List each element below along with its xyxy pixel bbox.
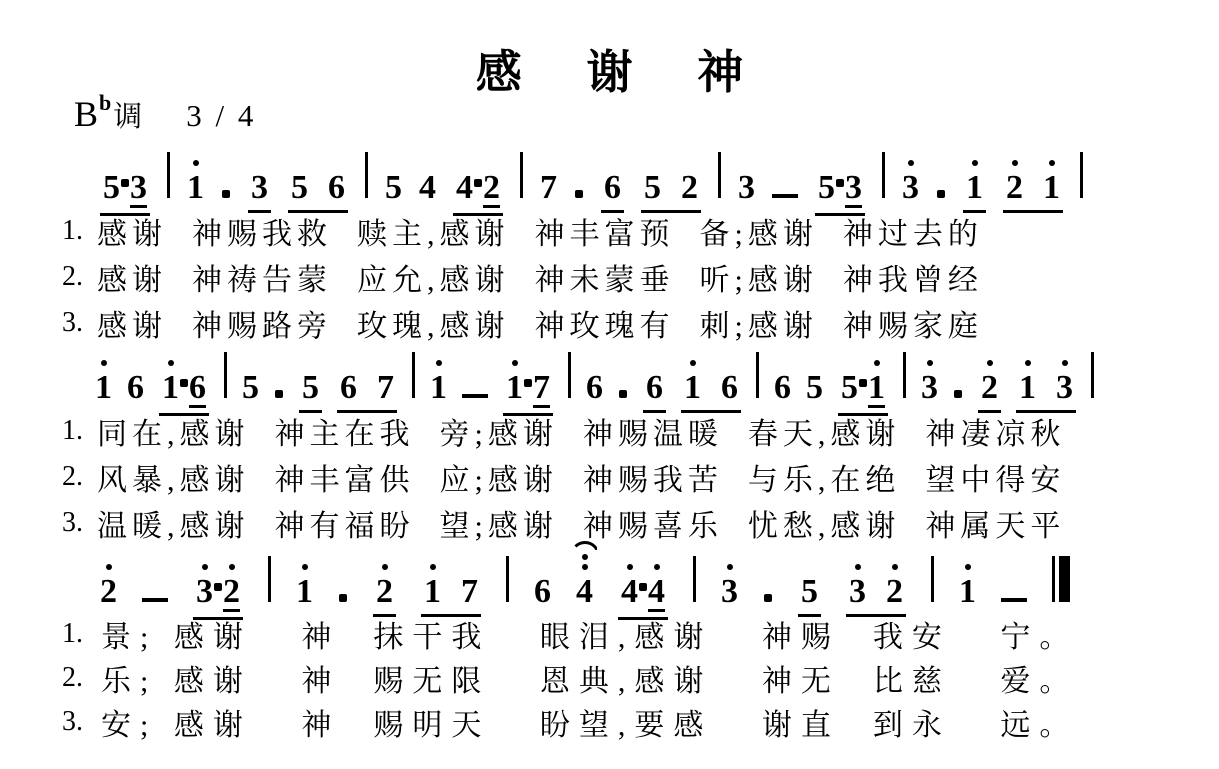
note: 2 bbox=[100, 575, 117, 609]
note: 1 bbox=[506, 371, 523, 405]
note: 3 bbox=[721, 575, 738, 609]
note: 2 bbox=[483, 169, 500, 206]
octave-dot bbox=[582, 564, 588, 570]
lyrics-block bbox=[0, 208, 1219, 346]
notation-line bbox=[0, 152, 1219, 208]
note: 5 bbox=[818, 169, 835, 206]
octave-dot bbox=[1025, 360, 1031, 366]
lyric-text: 安; 感谢 神 赐明天 盼望,要感 谢直 到永 远。 bbox=[101, 709, 1079, 742]
barline bbox=[1091, 352, 1094, 398]
note: 6 bbox=[328, 169, 345, 206]
notation-line bbox=[0, 352, 1219, 408]
barline bbox=[520, 152, 523, 198]
key-signature bbox=[74, 90, 256, 135]
beam-group bbox=[337, 371, 397, 413]
verse-number: 2. bbox=[62, 461, 83, 492]
octave-dot bbox=[987, 360, 993, 366]
verse-number: 1. bbox=[62, 215, 83, 246]
lyric-line bbox=[62, 612, 1219, 656]
octave-dot bbox=[965, 564, 971, 570]
octave-dot bbox=[627, 564, 633, 570]
octave-dot bbox=[908, 160, 914, 166]
note: 7 bbox=[377, 369, 394, 406]
note: 1 bbox=[424, 575, 441, 609]
lyric-line bbox=[62, 454, 1219, 500]
system-1 bbox=[0, 152, 1219, 346]
octave-dot bbox=[972, 160, 978, 166]
barline bbox=[412, 352, 415, 398]
note: 7 bbox=[461, 573, 478, 610]
beam-group bbox=[978, 371, 1001, 413]
flat-sign: b bbox=[99, 90, 112, 115]
note: 4 bbox=[648, 575, 665, 612]
lyric-line bbox=[62, 208, 1219, 254]
held-note-dash bbox=[1001, 598, 1027, 602]
lyric-text: 感谢 神赐我救 赎主,感谢 神丰富预 备;感谢 神过去的 bbox=[97, 218, 983, 251]
note: 1 bbox=[187, 171, 204, 205]
note: 7 bbox=[533, 369, 550, 406]
beam-group bbox=[299, 371, 322, 413]
note: 5 bbox=[302, 369, 319, 406]
note: 3 bbox=[849, 575, 866, 609]
song-title: 感 谢 神 bbox=[475, 46, 770, 98]
barline bbox=[903, 352, 906, 398]
note: 1 bbox=[296, 575, 313, 609]
note: 2 bbox=[681, 169, 698, 206]
system-2 bbox=[0, 352, 1219, 546]
duration-dot bbox=[764, 594, 772, 602]
duration-dot bbox=[121, 179, 129, 187]
duration-dot bbox=[275, 390, 283, 398]
beam-group bbox=[641, 171, 701, 213]
note: 6 bbox=[604, 169, 621, 206]
octave-dot bbox=[1062, 360, 1068, 366]
barline bbox=[167, 152, 170, 198]
note: 2 bbox=[886, 575, 903, 609]
beam-group bbox=[248, 171, 271, 213]
note: 5 bbox=[103, 169, 120, 206]
note: 5 bbox=[801, 573, 818, 610]
duration-dot bbox=[222, 190, 230, 198]
octave-dot bbox=[101, 360, 107, 366]
lyric-line bbox=[62, 408, 1219, 454]
note: 6 bbox=[534, 573, 551, 610]
fermata-dot bbox=[582, 554, 588, 560]
note: 1 bbox=[966, 171, 983, 205]
note: 2 bbox=[1006, 171, 1023, 205]
note: 6 bbox=[646, 369, 663, 406]
held-note-dash bbox=[142, 598, 168, 602]
lyric-text: 乐; 感谢 神 赐无限 恩典,感谢 神无 比慈 爱。 bbox=[101, 665, 1079, 698]
beam-group bbox=[601, 171, 624, 213]
held-note-dash bbox=[772, 194, 798, 198]
beam-group bbox=[846, 575, 906, 617]
beam-group bbox=[798, 575, 821, 617]
note: 4 bbox=[456, 169, 473, 206]
note: 1 bbox=[1043, 171, 1060, 205]
note: 4 bbox=[419, 169, 436, 206]
final-bar-thin bbox=[1052, 556, 1055, 602]
verse-number: 3. bbox=[62, 507, 83, 538]
lyrics-block bbox=[0, 408, 1219, 546]
duration-dot bbox=[474, 179, 482, 187]
octave-dot bbox=[512, 360, 518, 366]
note: 6 bbox=[774, 369, 791, 406]
barline bbox=[931, 556, 934, 602]
note: 7 bbox=[540, 169, 557, 206]
lyric-text: 同在,感谢 神主在我 旁;感谢 神赐温暖 春天,感谢 神凄凉秋 bbox=[97, 418, 1066, 451]
note: 3 bbox=[196, 575, 213, 609]
note: 5 bbox=[841, 369, 858, 406]
duration-dot bbox=[575, 190, 583, 198]
lyric-text: 感谢 神赐路旁 玫瑰,感谢 神玫瑰有 刺;感谢 神赐家庭 bbox=[97, 310, 983, 343]
lyric-line bbox=[62, 300, 1219, 346]
octave-dot bbox=[855, 564, 861, 570]
note: 2 bbox=[223, 575, 240, 612]
final-barline bbox=[1052, 556, 1070, 602]
octave-dot bbox=[302, 564, 308, 570]
barline bbox=[224, 352, 227, 398]
barline bbox=[365, 152, 368, 198]
key-letter: B bbox=[74, 94, 99, 134]
octave-dot bbox=[193, 160, 199, 166]
note: 5 bbox=[806, 369, 823, 406]
beam-group bbox=[288, 171, 348, 213]
note: 1 bbox=[430, 371, 447, 405]
octave-dot bbox=[106, 564, 112, 570]
note: 1 bbox=[868, 371, 885, 408]
note: 4 bbox=[576, 575, 593, 609]
duration-dot bbox=[954, 390, 962, 398]
octave-dot bbox=[1012, 160, 1018, 166]
duration-dot bbox=[937, 190, 945, 198]
verse-number: 1. bbox=[62, 415, 83, 446]
time-signature: 3 / 4 bbox=[186, 98, 257, 133]
note: 3 bbox=[902, 171, 919, 205]
note: 1 bbox=[959, 575, 976, 609]
duration-dot bbox=[639, 583, 647, 591]
duration-dot bbox=[619, 390, 627, 398]
duration-dot bbox=[214, 583, 222, 591]
verse-number: 2. bbox=[62, 662, 83, 693]
note: 6 bbox=[340, 369, 357, 406]
octave-dot bbox=[202, 564, 208, 570]
barline bbox=[506, 556, 509, 602]
notation-line bbox=[0, 556, 1219, 612]
barline bbox=[693, 556, 696, 602]
note: 1 bbox=[162, 371, 179, 405]
lyrics-block bbox=[0, 612, 1219, 744]
octave-dot bbox=[874, 360, 880, 366]
lyric-text: 感谢 神祷告蒙 应允,感谢 神未蒙垂 听;感谢 神我曾经 bbox=[97, 264, 983, 297]
note: 3 bbox=[251, 169, 268, 206]
verse-number: 3. bbox=[62, 307, 83, 338]
beam-group bbox=[1016, 371, 1076, 413]
note: 2 bbox=[981, 371, 998, 405]
lyric-line bbox=[62, 254, 1219, 300]
beam-group bbox=[373, 575, 396, 617]
held-note-dash bbox=[462, 394, 488, 398]
octave-dot bbox=[892, 564, 898, 570]
lyric-text: 景; 感谢 神 抹干我 眼泪,感谢 神赐 我安 宁。 bbox=[101, 621, 1079, 654]
note: 4 bbox=[621, 575, 638, 609]
note: 5 bbox=[291, 169, 308, 206]
beam-group bbox=[681, 371, 741, 413]
barline bbox=[1080, 152, 1083, 198]
note: 3 bbox=[1056, 371, 1073, 405]
barline bbox=[882, 152, 885, 198]
lyric-line bbox=[62, 700, 1219, 744]
verse-number: 3. bbox=[62, 706, 83, 737]
note: 6 bbox=[721, 369, 738, 406]
beam-group bbox=[643, 371, 666, 413]
octave-dot bbox=[690, 360, 696, 366]
octave-dot bbox=[727, 564, 733, 570]
verse-number: 1. bbox=[62, 618, 83, 649]
note: 1 bbox=[95, 371, 112, 405]
note: 6 bbox=[127, 369, 144, 406]
barline bbox=[268, 556, 271, 602]
octave-dot bbox=[168, 360, 174, 366]
octave-dot bbox=[430, 564, 436, 570]
beam-group bbox=[421, 575, 481, 617]
beam-group bbox=[1003, 171, 1063, 213]
octave-dot bbox=[1049, 160, 1055, 166]
lyric-line bbox=[62, 500, 1219, 546]
duration-dot bbox=[339, 594, 347, 602]
barline bbox=[756, 352, 759, 398]
note: 5 bbox=[385, 169, 402, 206]
duration-dot bbox=[836, 179, 844, 187]
lyric-text: 温暖,感谢 神有福盼 望;感谢 神赐喜乐 忧愁,感谢 神属天平 bbox=[97, 510, 1066, 543]
octave-dot bbox=[927, 360, 933, 366]
octave-dot bbox=[382, 564, 388, 570]
note: 5 bbox=[644, 169, 661, 206]
final-bar-thick bbox=[1059, 556, 1070, 602]
note: 3 bbox=[921, 371, 938, 405]
note: 3 bbox=[130, 169, 147, 206]
duration-dot bbox=[180, 379, 188, 387]
key-word: 调 bbox=[113, 101, 143, 133]
note: 1 bbox=[1019, 371, 1036, 405]
octave-dot bbox=[654, 564, 660, 570]
barline bbox=[568, 352, 571, 398]
note: 6 bbox=[189, 369, 206, 406]
octave-dot bbox=[436, 360, 442, 366]
barline bbox=[718, 152, 721, 198]
note: 1 bbox=[684, 371, 701, 405]
note: 3 bbox=[738, 169, 755, 206]
note: 2 bbox=[376, 575, 393, 609]
verse-number: 2. bbox=[62, 261, 83, 292]
duration-dot bbox=[859, 379, 867, 387]
beam-group bbox=[963, 171, 986, 213]
octave-dot bbox=[229, 564, 235, 570]
lyric-text: 风暴,感谢 神丰富供 应;感谢 神赐我苦 与乐,在绝 望中得安 bbox=[97, 464, 1066, 497]
note: 6 bbox=[586, 369, 603, 406]
system-3 bbox=[0, 556, 1219, 744]
duration-dot bbox=[524, 379, 532, 387]
note: 3 bbox=[845, 169, 862, 206]
note: 5 bbox=[242, 369, 259, 406]
lyric-line bbox=[62, 656, 1219, 700]
